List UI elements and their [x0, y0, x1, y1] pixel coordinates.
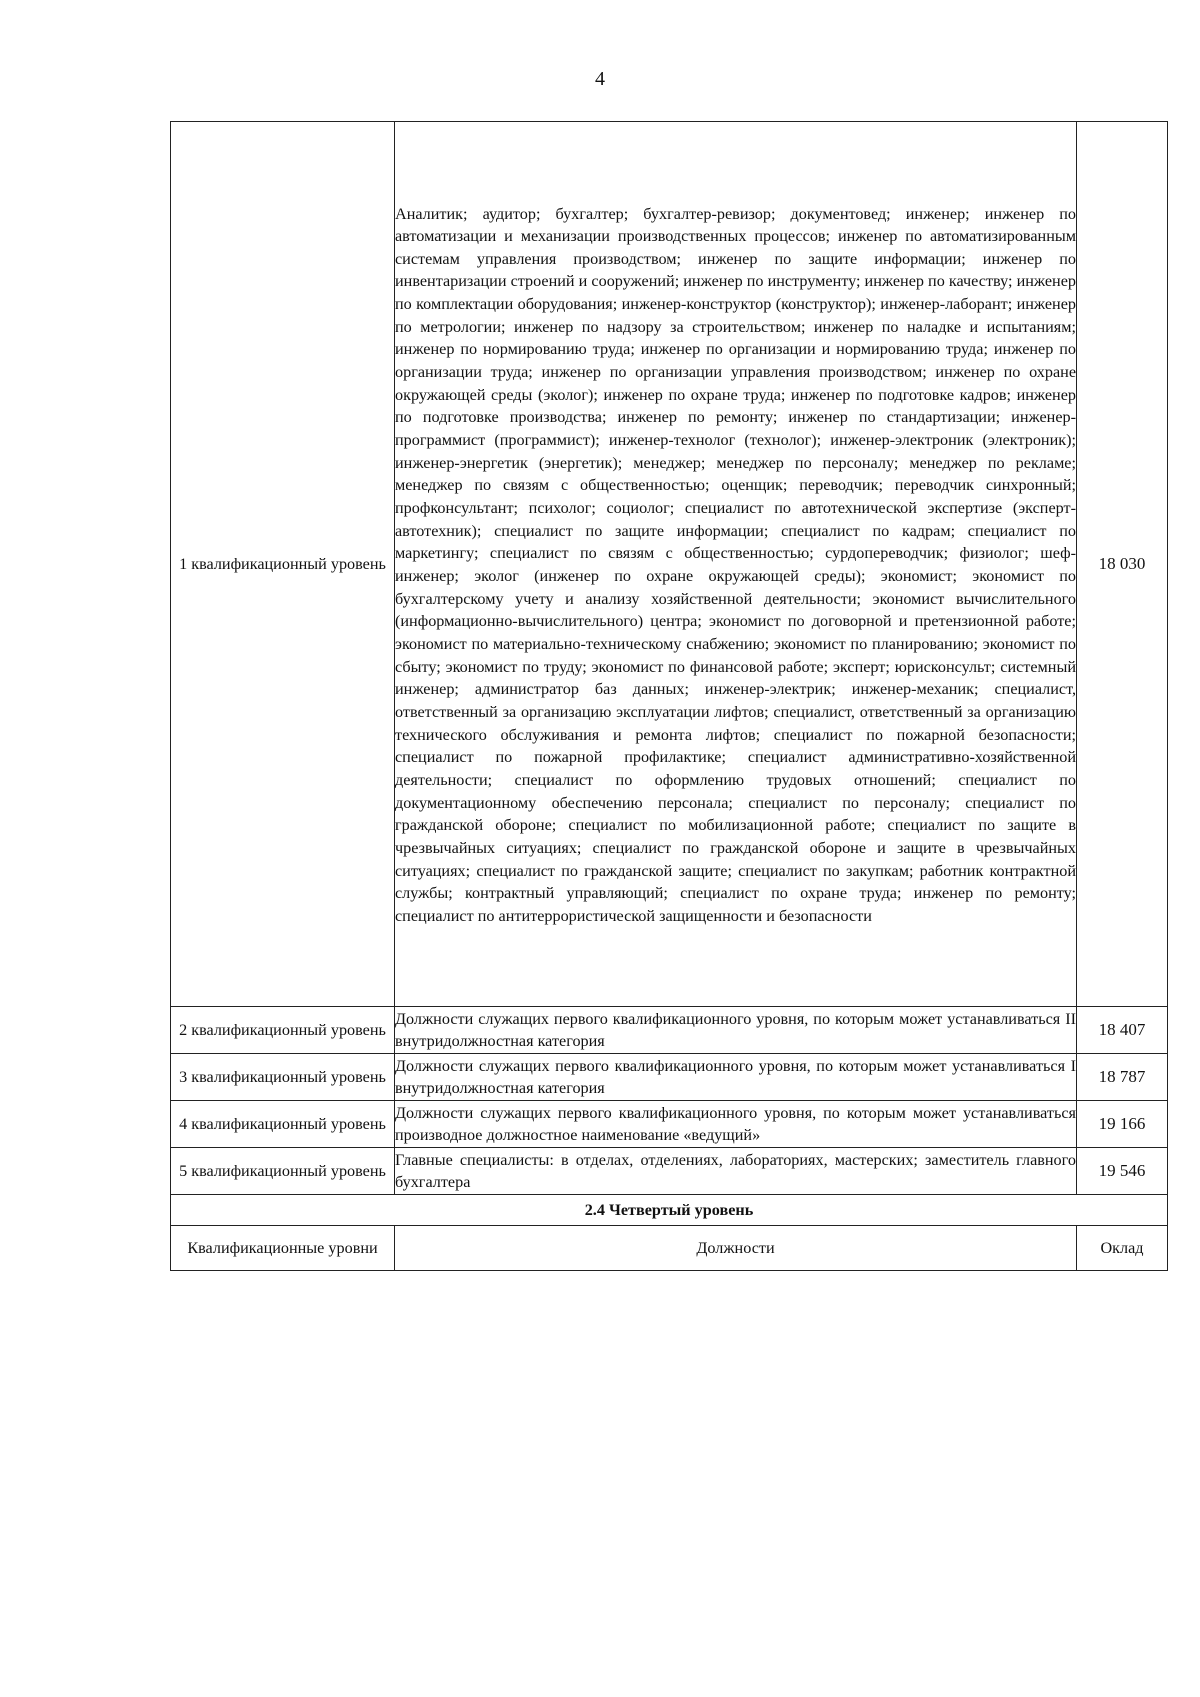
positions-cell: Аналитик; аудитор; бухгалтер; бухгалтер-ревизор; документовед; инженер; инженер по автоматизации и механизации производственных процессов; инженер по автоматизированным системам управления производством; инженер по защите информации; инженер по инвентаризации строений и сооружений; инженер по инструменту; инженер по качеству; инженер по комплектации оборудования; инженер-конструктор (конструктор); инженер-лаборант; инженер по метрологии; инженер по надзору за строительством; инженер по наладке и испытаниям; инженер по нормированию труда; инженер по организации и нормированию труда; инженер по организации труда; инженер по организации управления производством; инженер по охране окружающей среды (эколог); инженер по охране труда; инженер по подготовке кадров; инженер по подготовке производства; инженер по ремонту; инженер по стандартизации; инженер-программист (программист); инженер-технолог (технолог); инженер-электроник (электроник); инженер-энергетик (энергетик); менеджер; менеджер по персоналу; менеджер по рекламе; менеджер по связям с общественностью; оценщик; переводчик; переводчик синхронный; профконсультант; психолог; социолог; специалист по автотехнической экспертизе (эксперт-автотехник); специалист по защите информации; специалист по кадрам; специалист по маркетингу; специалист по связям с общественностью; сурдопереводчик; физиолог; шеф-инженер; эколог (инженер по охране окружающей среды); экономист; экономист по бухгалтерскому учету и анализу хозяйственной деятельности; экономист вычислительного (информационно-вычислительного) центра; экономист по договорной и претензионной работе; экономист по материально-техническому снабжению; экономист по планированию; экономист по сбыту; экономист по труду; экономист по финансовой работе; эксперт; юрисконсульт; системный инженер; администратор баз данных; инженер-электрик; инженер-механик; специалист, ответственный за организацию эксплуатации лифтов; специалист, ответственный за организацию технического обслуживания и ремонта лифтов; специалист по пожарной безопасности; специалист по пожарной профилактике; специалист административно-хозяйственной деятельности; специалист по оформлению трудовых отношений; специалист по документационному обеспечению персонала; специалист по персоналу; специалист по гражданской обороне; специалист по мобилизационной работе; специалист по защите в чрезвычайных ситуациях; специалист по гражданской обороне и защите в чрезвычайных ситуациях; специалист по гражданской защите; специалист по закупкам; работник контрактной службы; контрактный управляющий; специалист по охране труда; инженер по ремонту; специалист по антитеррористической защищенности и безопасности — [395, 122, 1077, 1007]
salary-cell: 19 546 — [1077, 1148, 1168, 1195]
salary-cell: 18 787 — [1077, 1054, 1168, 1101]
positions-cell: Должности служащих первого квалификационного уровня, по которым может устанавливаться II внутридолжностная категория — [395, 1007, 1077, 1054]
header-salary: Оклад — [1077, 1226, 1168, 1271]
level-cell: 1 квалификационный уровень — [171, 122, 395, 1007]
positions-cell: Главные специалисты: в отделах, отделениях, лабораториях, мастерских; заместитель главного бухгалтера — [395, 1148, 1077, 1195]
table-row — [171, 1148, 1168, 1195]
header-levels: Квалификационные уровни — [171, 1226, 395, 1271]
section-row — [171, 1195, 1168, 1226]
page-number: 4 — [595, 68, 605, 90]
level-cell: 2 квалификационный уровень — [171, 1007, 395, 1054]
positions-cell: Должности служащих первого квалификационного уровня, по которым может устанавливаться производное должностное наименование «ведущий» — [395, 1101, 1077, 1148]
positions-cell: Должности служащих первого квалификационного уровня, по которым может устанавливаться I внутридолжностная категория — [395, 1054, 1077, 1101]
salary-cell: 19 166 — [1077, 1101, 1168, 1148]
salary-table — [170, 121, 1168, 1271]
header-positions: Должности — [395, 1226, 1077, 1271]
salary-cell: 18 030 — [1077, 122, 1168, 1007]
level-cell: 5 квалификационный уровень — [171, 1148, 395, 1195]
section-title: 2.4 Четвертый уровень — [171, 1195, 1168, 1226]
table-row — [171, 1007, 1168, 1054]
table-row — [171, 1054, 1168, 1101]
table-row — [171, 1101, 1168, 1148]
salary-cell: 18 407 — [1077, 1007, 1168, 1054]
level-cell: 4 квалификационный уровень — [171, 1101, 395, 1148]
level-cell: 3 квалификационный уровень — [171, 1054, 395, 1101]
table-row — [171, 122, 1168, 1007]
header-row — [171, 1226, 1168, 1271]
